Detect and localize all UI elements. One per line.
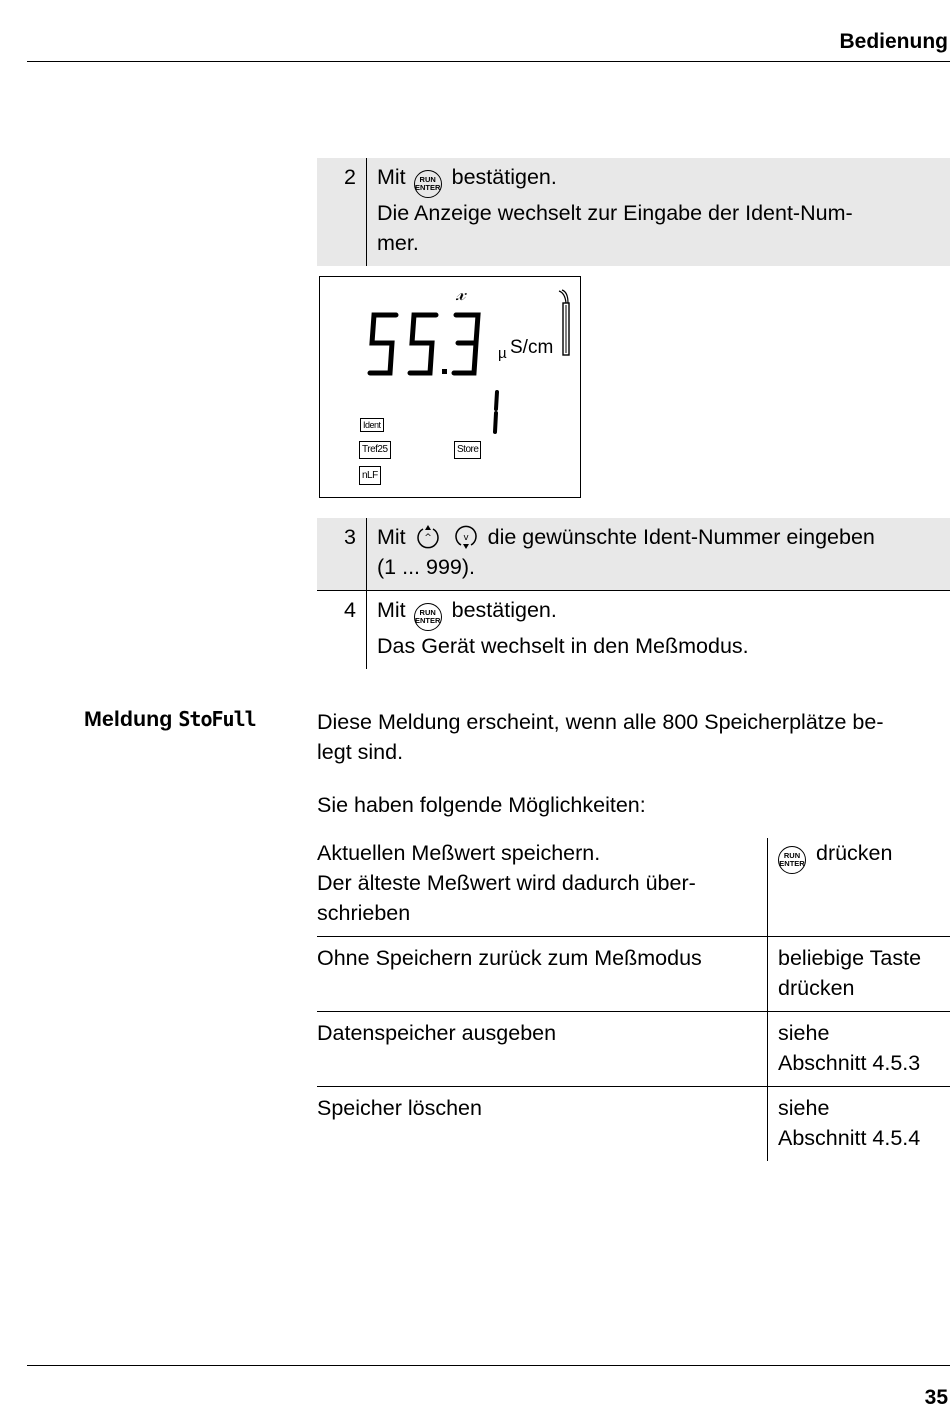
svg-text:v: v — [463, 533, 469, 543]
svg-text:^: ^ — [424, 533, 432, 543]
option-action: siehe Abschnitt 4.5.3 — [768, 1012, 950, 1087]
step-number: 3 — [317, 518, 367, 590]
main-value-digits — [366, 311, 486, 381]
option-description: Speicher löschen — [317, 1087, 768, 1162]
step-text: Mit RUN ENTER bestätigen. Die Anzeige wechselt zur Eingabe der Ident-Num- mer. — [367, 158, 950, 266]
option-action: beliebige Taste drücken — [768, 937, 950, 1012]
step-list-top — [317, 158, 950, 266]
step-row — [317, 158, 950, 266]
option-description: Datenspeicher ausgeben — [317, 1012, 768, 1087]
step-text: Mit RUN ENTER bestätigen. Das Gerät wechselt in den Meßmodus. — [367, 591, 950, 669]
step-row — [317, 591, 950, 669]
header-rule — [27, 61, 950, 62]
meldung-heading: Meldung StoFull — [84, 707, 256, 732]
options-intro: Sie haben folgende Möglichkeiten: — [317, 790, 947, 820]
footer-rule — [27, 1365, 950, 1366]
step-list-bottom — [317, 518, 950, 669]
arrow-up-key-icon — [415, 524, 441, 550]
options-table — [317, 838, 950, 1161]
table-row — [317, 937, 950, 1012]
table-row — [317, 838, 950, 937]
meldung-description: Diese Meldung erscheint, wenn alle 800 Speicherplätze be- legt sind. — [317, 707, 947, 767]
arrow-down-key-icon — [453, 524, 479, 550]
conductivity-symbol: 𝓍 — [456, 281, 465, 305]
lcd-display — [319, 276, 581, 498]
page-number: 35 — [925, 1386, 948, 1410]
table-row — [317, 1012, 950, 1087]
nlf-indicator: nLF — [359, 466, 381, 485]
option-description: Aktuellen Meßwert speichern. Der älteste Meßwert wird dadurch über- schrieben — [317, 838, 768, 937]
run-enter-key-icon: RUN ENTER — [414, 603, 442, 631]
run-enter-key-icon: RUN ENTER — [414, 170, 442, 198]
option-description: Ohne Speichern zurück zum Meßmodus — [317, 937, 768, 1012]
store-indicator: Store — [454, 441, 481, 459]
run-enter-key-icon: RUN ENTER — [778, 846, 806, 874]
ident-indicator: Ident — [360, 418, 384, 432]
option-action: RUN ENTER drücken — [768, 838, 950, 937]
step-number: 4 — [317, 591, 367, 669]
unit-label: S/cm — [510, 337, 553, 359]
step-row — [317, 518, 950, 591]
tref-indicator: Tref25 — [359, 441, 391, 459]
page-header-title: Bedienung — [840, 30, 949, 54]
option-action: siehe Abschnitt 4.5.4 — [768, 1087, 950, 1162]
probe-icon — [556, 289, 572, 357]
unit-prefix: µ — [498, 345, 507, 362]
step-text: Mit ^ v die gewünschte Ident-Nummer eingeben (1 ... 999). — [367, 518, 950, 590]
step-number: 2 — [317, 158, 367, 266]
ident-value-digit — [488, 389, 502, 435]
stofull-code: StoFull — [178, 707, 255, 731]
table-row — [317, 1087, 950, 1162]
